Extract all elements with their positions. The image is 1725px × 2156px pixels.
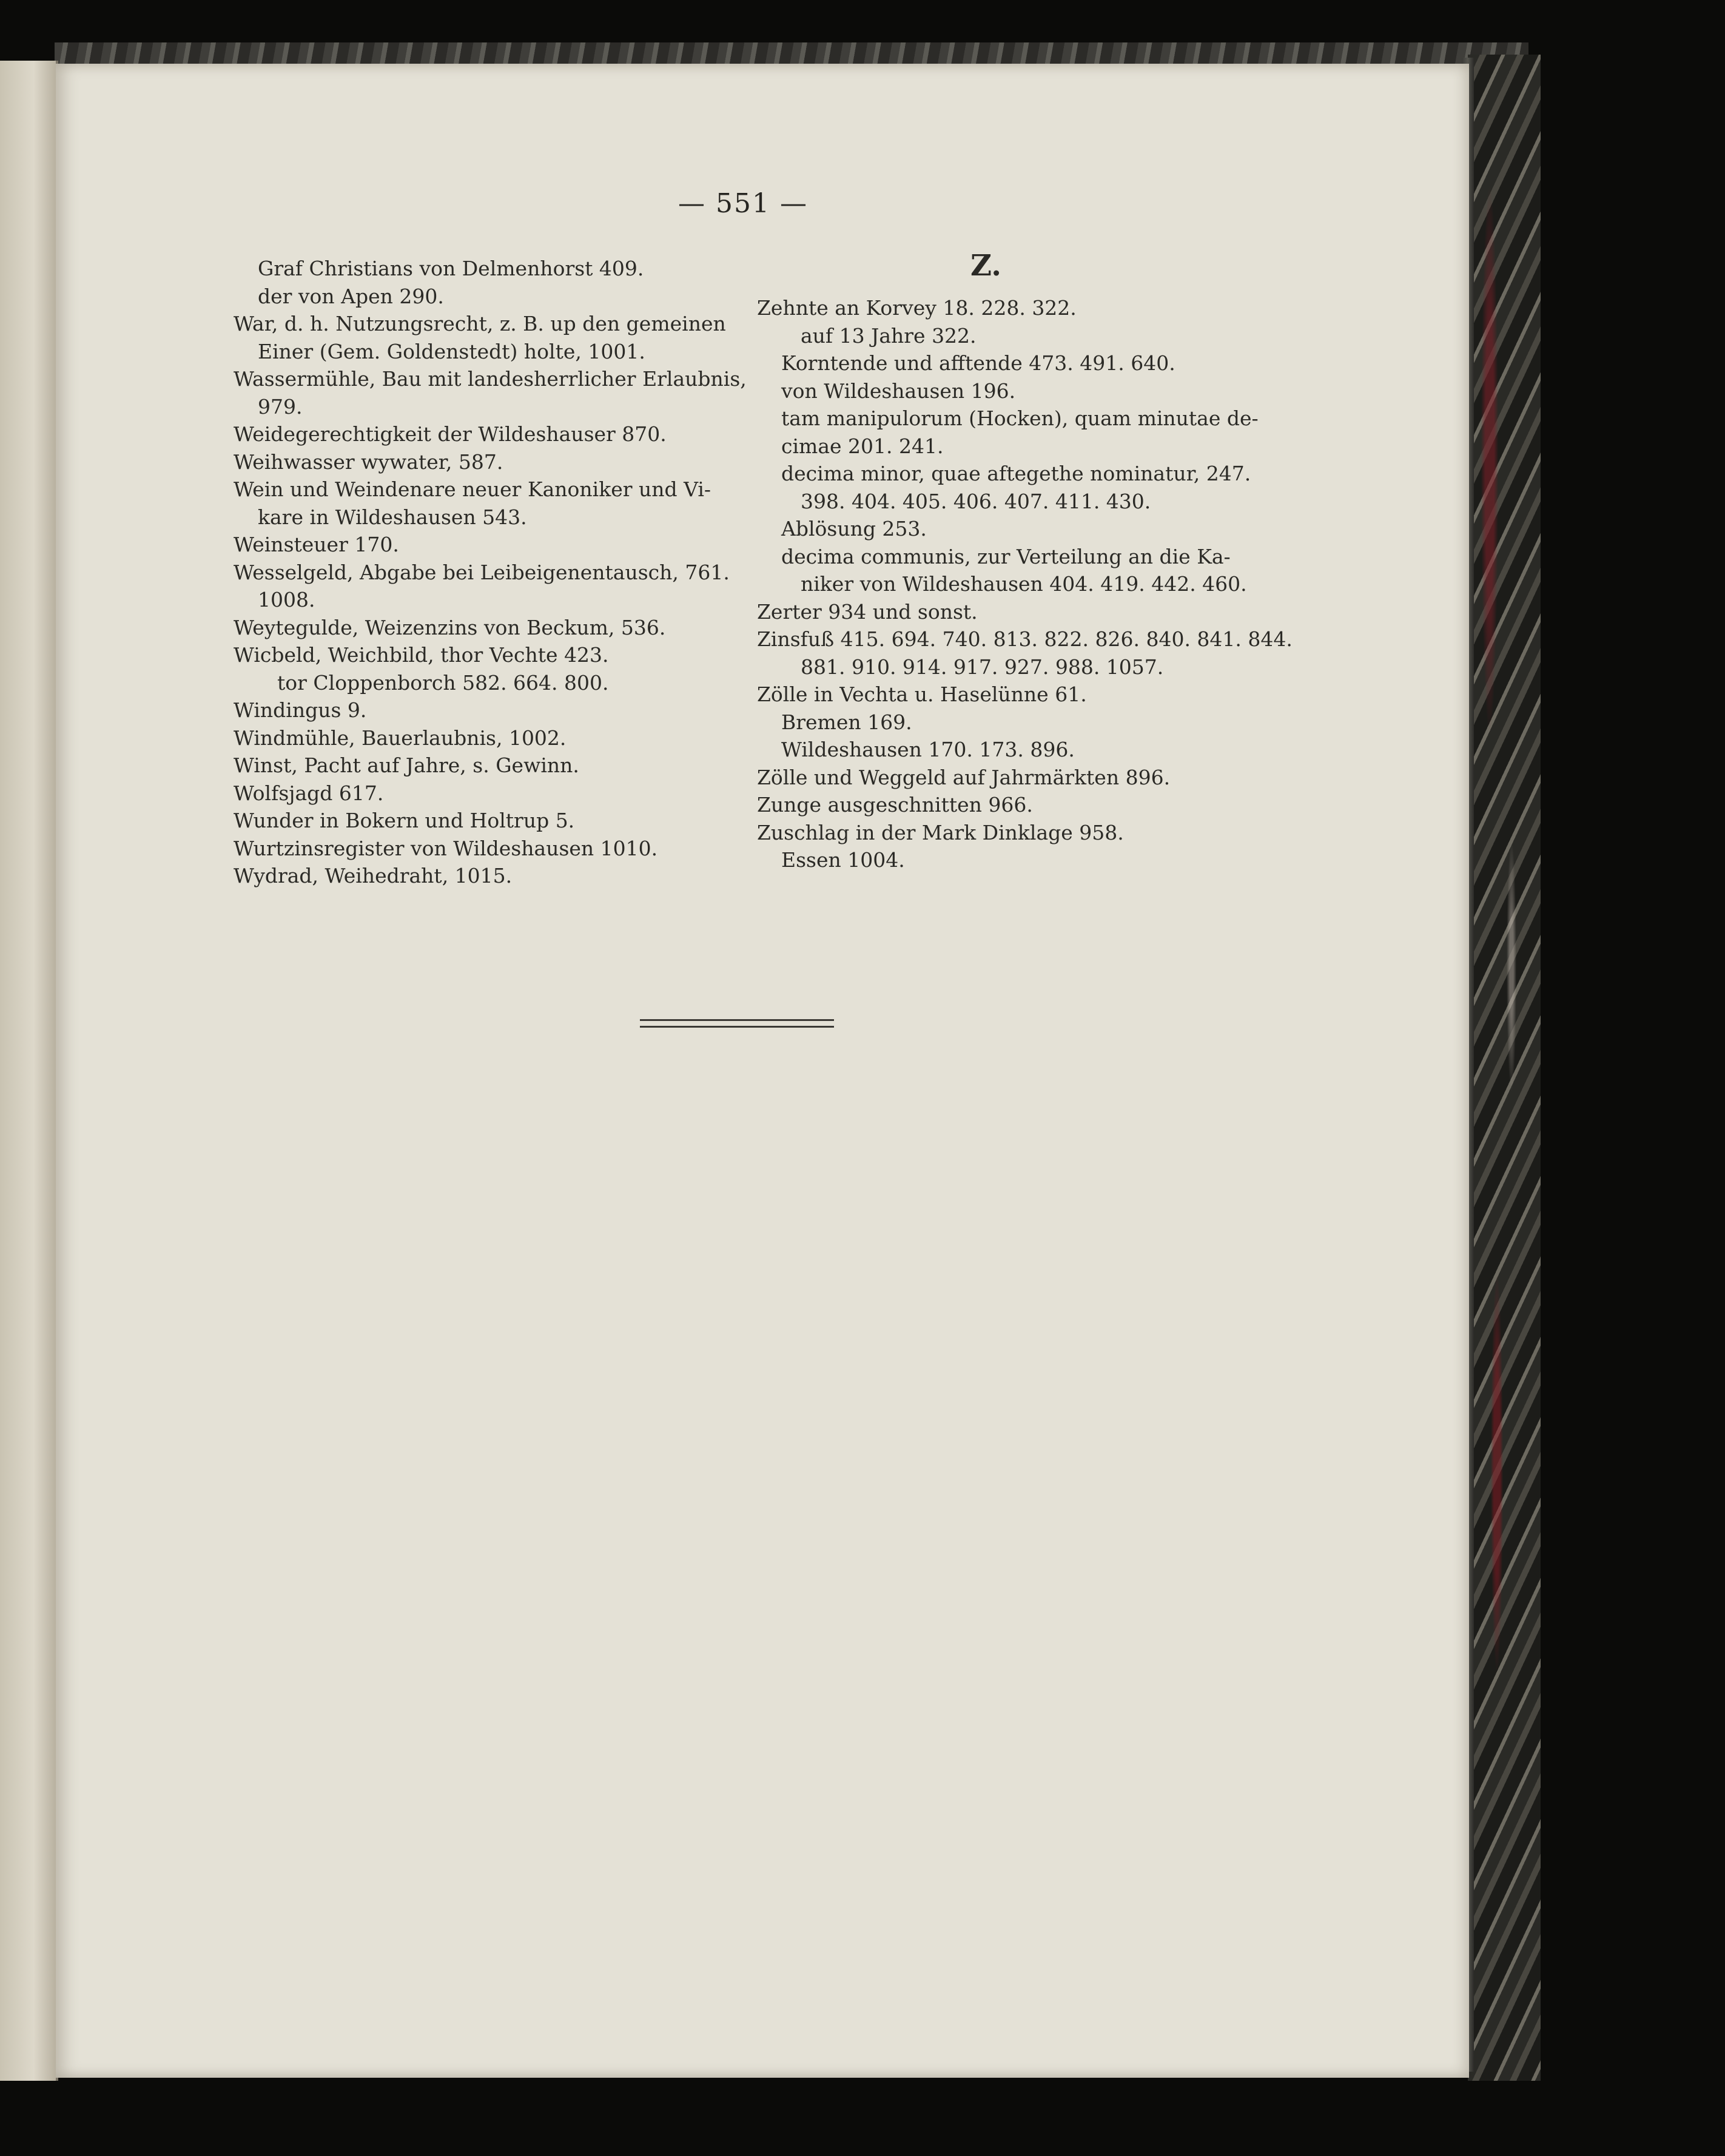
- index-entry: cimae 201. 241.: [781, 434, 944, 458]
- index-entry: Weytegulde, Weizenzins von Beckum, 536.: [234, 615, 666, 639]
- index-entry: Graf Christians von Delmenhorst 409.: [258, 257, 644, 280]
- index-entry: Wunder in Bokern und Holtrup 5.: [234, 809, 575, 832]
- index-entry: der von Apen 290.: [258, 284, 444, 308]
- index-entry: Wesselgeld, Abgabe bei Leibeigenentausch, 761.: [234, 560, 730, 584]
- index-column-left: [234, 255, 747, 890]
- index-entry: von Wildeshausen 196.: [781, 379, 1016, 403]
- index-entry: Zölle in Vechta u. Haselünne 61.: [757, 682, 1087, 706]
- index-entry: Bremen 169.: [781, 710, 912, 734]
- index-entry: Weidegerechtigkeit der Wildeshauser 870.: [234, 422, 667, 446]
- index-entry: 1008.: [258, 588, 315, 611]
- closing-double-rule: [640, 1019, 834, 1028]
- index-entry: Zehnte an Korvey 18. 228. 322.: [757, 296, 1077, 320]
- index-entry: Essen 1004.: [781, 848, 905, 872]
- marbled-cover-edge: [1468, 55, 1541, 2081]
- page-number: — 551 —: [678, 188, 808, 219]
- index-entry: Zuschlag in der Mark Dinklage 958.: [757, 820, 1124, 844]
- index-entry: Wicbeld, Weichbild, thor Vechte 423.: [234, 643, 609, 667]
- index-entry: 398. 404. 405. 406. 407. 411. 430.: [801, 489, 1151, 513]
- index-entry: Wurtzinsregister von Wildeshausen 1010.: [234, 836, 658, 860]
- index-entry: auf 13 Jahre 322.: [801, 323, 977, 348]
- index-entry: Winst, Pacht auf Jahre, s. Gewinn.: [234, 753, 579, 777]
- index-entry: Ablösung 253.: [781, 517, 927, 541]
- index-column-right: [757, 294, 1293, 874]
- index-entry: niker von Wildeshausen 404. 419. 442. 460.: [801, 572, 1247, 596]
- index-entry: Wolfsjagd 617.: [234, 781, 384, 805]
- index-entry: Wassermühle, Bau mit landesherrlicher Erlaubnis,: [234, 367, 747, 391]
- index-entry: Zunge ausgeschnitten 966.: [757, 793, 1033, 817]
- index-entry: 881. 910. 914. 917. 927. 988. 1057.: [801, 655, 1164, 679]
- index-entry: Zerter 934 und sonst.: [757, 599, 978, 624]
- section-letter-heading: Z.: [970, 249, 1001, 283]
- index-entry: Wildeshausen 170. 173. 896.: [781, 738, 1075, 761]
- index-entry: decima communis, zur Verteilung an die Ka-: [781, 544, 1231, 568]
- index-entry: Korntende und afftende 473. 491. 640.: [781, 351, 1175, 375]
- index-entry: War, d. h. Nutzungsrecht, z. B. up den gemeinen: [234, 312, 726, 335]
- index-entry: tam manipulorum (Hocken), quam minutae de-: [781, 406, 1259, 430]
- index-entry: Zinsfuß 415. 694. 740. 813. 822. 826. 840. 841. 844.: [757, 627, 1293, 651]
- facing-page-edge: [0, 61, 58, 2081]
- index-entry: Windmühle, Bauerlaubnis, 1002.: [234, 726, 567, 750]
- index-entry: kare in Wildeshausen 543.: [258, 505, 527, 529]
- index-entry: Weinsteuer 170.: [234, 533, 399, 556]
- index-entry: Einer (Gem. Goldenstedt) holte, 1001.: [258, 339, 645, 363]
- index-entry: Weihwasser wywater, 587.: [234, 450, 503, 474]
- index-entry: 979.: [258, 394, 303, 419]
- index-entry: Windingus 9.: [234, 698, 367, 722]
- index-entry: decima minor, quae aftegethe nominatur, 247.: [781, 462, 1251, 485]
- index-entry: tor Cloppenborch 582. 664. 800.: [277, 670, 609, 695]
- index-entry: Zölle und Weggeld auf Jahrmärkten 896.: [757, 765, 1171, 789]
- index-entry: Wein und Weindenare neuer Kanoniker und Vi-: [234, 477, 711, 501]
- index-entry: Wydrad, Weihedraht, 1015.: [234, 864, 513, 888]
